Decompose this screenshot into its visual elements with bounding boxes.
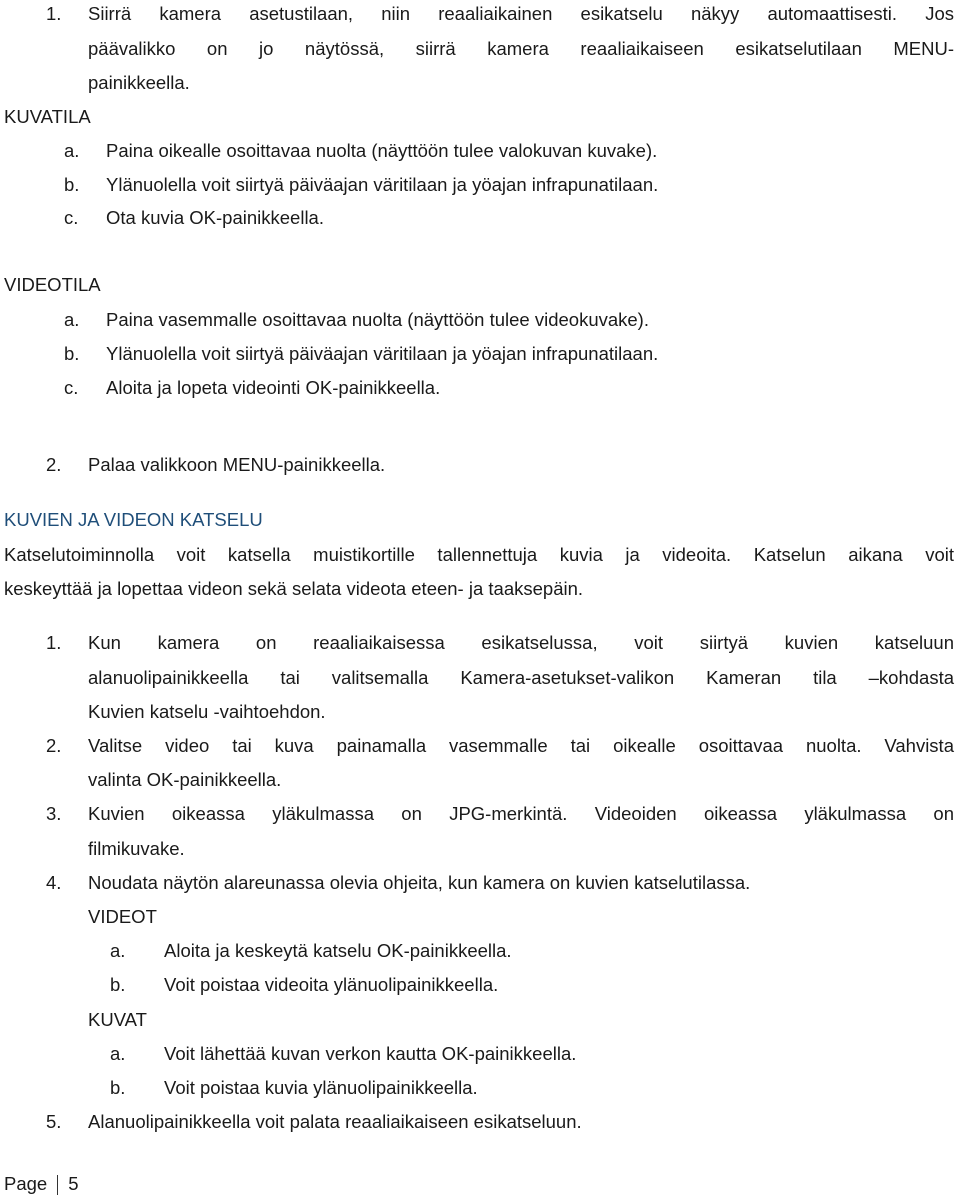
- step-number: 1.: [46, 632, 62, 653]
- viewing-step3-line2: filmikuvake.: [88, 838, 185, 859]
- step-number: 2.: [46, 735, 62, 756]
- step-number: 3.: [46, 803, 62, 824]
- pictures-item: Voit poistaa kuvia ylänuolipainikkeella.: [164, 1077, 478, 1098]
- pictures-item: Voit lähettää kuvan verkon kautta OK-painikkeella.: [164, 1043, 577, 1064]
- viewing-step5-text: Alanuolipainikkeella voit palata reaaliaikaiseen esikatseluun.: [88, 1111, 582, 1132]
- video-mode-title: VIDEOTILA: [4, 274, 101, 295]
- step-number: 5.: [46, 1111, 62, 1132]
- intro-line1: Katselutoiminnolla voit katsella muistikortille tallennettuja kuvia ja videoita. Katselun aikana voit: [4, 544, 954, 565]
- videos-item-letter: b.: [110, 974, 126, 995]
- page-footer: [4, 1172, 79, 1196]
- video-mode-item: Ylänuolella voit siirtyä päiväajan väritilaan ja yöajan infrapunatilaan.: [106, 343, 659, 364]
- pictures-title: KUVAT: [88, 1009, 147, 1030]
- step1-line2: päävalikko on jo näytössä, siirrä kamera reaaliaikaiseen esikatselutilaan MENU-: [88, 38, 954, 59]
- pictures-item-letter: a.: [110, 1043, 126, 1064]
- section-heading: KUVIEN JA VIDEON KATSELU: [4, 509, 263, 530]
- viewing-step2-line2: valinta OK-painikkeella.: [88, 769, 282, 790]
- videos-item: Voit poistaa videoita ylänuolipainikkeella.: [164, 974, 499, 995]
- video-mode-item-letter: a.: [64, 309, 80, 330]
- viewing-step4-line1: Noudata näytön alareunassa olevia ohjeita, kun kamera on kuvien katselutilassa.: [88, 872, 751, 893]
- photo-mode-item-letter: c.: [64, 207, 79, 228]
- viewing-step3-line1: Kuvien oikeassa yläkulmassa on JPG-merkintä. Videoiden oikeassa yläkulmassa on: [88, 803, 954, 824]
- photo-mode-item-letter: b.: [64, 174, 80, 195]
- video-mode-item-letter: c.: [64, 377, 79, 398]
- intro-line2: keskeyttää ja lopettaa videon sekä selata videota eteen- ja taaksepäin.: [4, 578, 584, 599]
- photo-mode-title: KUVATILA: [4, 106, 91, 127]
- step-number: 1.: [46, 3, 62, 24]
- step-number: 4.: [46, 872, 62, 893]
- videos-item: Aloita ja keskeytä katselu OK-painikkeella.: [164, 940, 512, 961]
- pictures-item-letter: b.: [110, 1077, 126, 1098]
- photo-mode-item-letter: a.: [64, 140, 80, 161]
- viewing-step1-line3: Kuvien katselu -vaihtoehdon.: [88, 701, 326, 722]
- photo-mode-item: Ylänuolella voit siirtyä päiväajan väritilaan ja yöajan infrapunatilaan.: [106, 174, 659, 195]
- videos-title: VIDEOT: [88, 906, 157, 927]
- videos-item-letter: a.: [110, 940, 126, 961]
- photo-mode-item: Paina oikealle osoittavaa nuolta (näyttöön tulee valokuvan kuvake).: [106, 140, 658, 161]
- footer-page-label: Page: [4, 1173, 48, 1194]
- step1-line1: Siirrä kamera asetustilaan, niin reaaliaikainen esikatselu näkyy automaattisesti. Jos: [88, 3, 954, 24]
- step2-text: Palaa valikkoon MENU-painikkeella.: [88, 454, 386, 475]
- viewing-step1-line2: alanuolipainikkeella tai valitsemalla Kamera-asetukset-valikon Kameran tila –kohdasta: [88, 667, 954, 688]
- video-mode-item: Paina vasemmalle osoittavaa nuolta (näyttöön tulee videokuvake).: [106, 309, 649, 330]
- viewing-step2-line1: Valitse video tai kuva painamalla vasemmalle tai oikealle osoittavaa nuolta. Vahvista: [88, 735, 954, 756]
- step-number: 2.: [46, 454, 62, 475]
- video-mode-item-letter: b.: [64, 343, 80, 364]
- step1-line3: painikkeella.: [88, 72, 190, 93]
- photo-mode-item: Ota kuvia OK-painikkeella.: [106, 207, 324, 228]
- video-mode-item: Aloita ja lopeta videointi OK-painikkeella.: [106, 377, 441, 398]
- footer-page-number: 5: [68, 1173, 79, 1194]
- footer-separator: [57, 1175, 58, 1195]
- viewing-step1-line1: Kun kamera on reaaliaikaisessa esikatselussa, voit siirtyä kuvien katseluun: [88, 632, 954, 653]
